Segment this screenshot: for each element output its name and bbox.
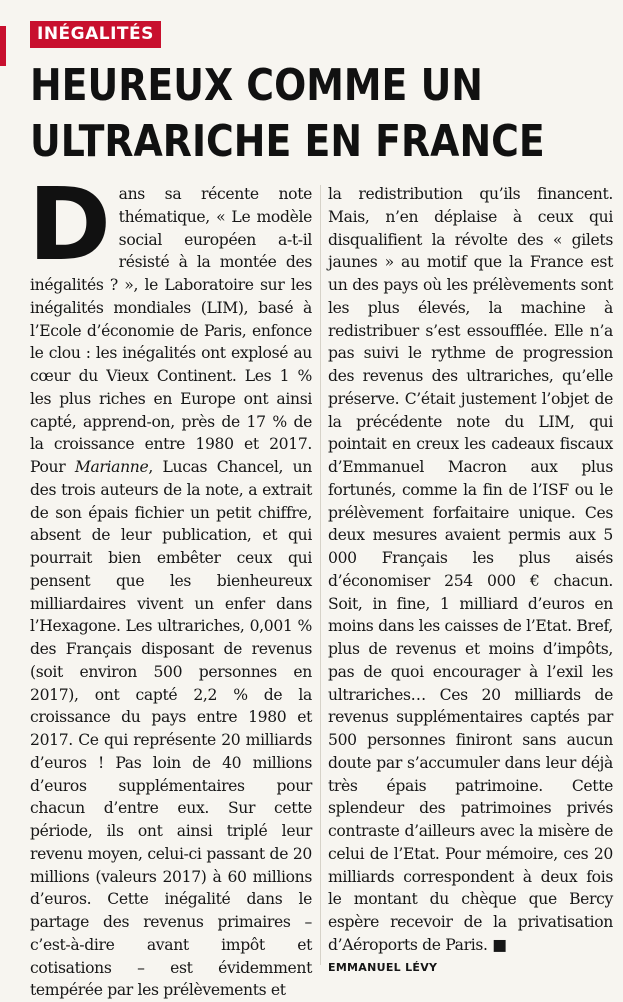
left-text-intro: ans sa récente note thématique, « Le modèle social européen a-t-il résisté à la montée des inégalités ? », le Laboratoire sur les inégalités mondiales (LIM), basé à l’Ecole d’économie de Paris, enfonce le clou : les inégalités ont explosé au cœur du Vieux Continent. Les 1 % les plus riches en Europe ont ainsi capté, apprend-on, près de 17 % de la croissance entre 1980 et 2017. Pour (30, 185, 312, 476)
end-mark-icon: ■ (492, 935, 507, 954)
left-text-rest: , Lucas Chancel, un des trois auteurs de la note, a extrait de son épais fichier un petit chiffre, absent de leur publication, et qui pourrait bien embêter ceux qui pensent que les bienheureux milliardaires vivent un enfer dans l’Hexagone. Les ultrariches, 0,001 % des Français disposant de revenus (soit environ 500 personnes en 2017), ont capté 2,2 % de la croissance du pays entre 1980 et 2017. Ce qui représente 20 milliards d’euros ! Pas loin de 40 millions d’euros supplémentaires pour chacun d’entre eux. Sur cette période, ils ont ainsi triplé leur revenu moyen, celui-ci passant de 20 millions (valeurs 2017) à 60 millions d’euros. Cette inégalité dans le partage des revenus primaires – c’est-à-dire avant impôt et cotisations – est évidemment tempérée par les prélèvements et (30, 458, 313, 1000)
article-paragraph-right (328, 183, 613, 957)
column-divider (320, 185, 321, 965)
accent-mark (0, 26, 6, 66)
headline-line-1: HEUREUX COMME UN (30, 60, 483, 111)
article-paragraph-left (28, 166, 313, 1002)
section-label: INÉGALITÉS (30, 21, 161, 48)
author-byline: EMMANUEL LÉVY (328, 960, 438, 974)
article-column-right (328, 183, 613, 977)
article-column-left (28, 166, 313, 1002)
headline (30, 58, 545, 170)
drop-cap: D (28, 166, 111, 283)
right-text: la redistribution qu’ils financent. Mais, n’en déplaise à ceux qui disqualifient la révolte des « gilets jaunes » au motif que la France est un des pays où les prélèvements sont les plus élevés, la machine à redistribuer s’est essoufflée. Elle n’a pas suivi le rythme de progression des revenus des ultrariches, qu’elle préserve. C’était justement l’objet de la précédente note du LIM, qui pointait en creux les cadeaux fiscaux d’Emmanuel Macron aux plus fortunés, comme la fin de l’ISF ou le prélèvement forfaitaire unique. Ces deux mesures avaient permis aux 5 000 Français les plus aisés d’économiser 254 000 € chacun. Soit, in fine, 1 milliard d’euros en moins dans les caisses de l’Etat. Bref, plus de revenus et moins d’impôts, pas de quoi encourager à l’exil les ultrariches… Ces 20 milliards de revenus supplémentaires captés par 500 personnes finiront sans aucun doute par s’accumuler dans leur déjà très épais patrimoine. Cette splendeur des patrimoines privés contraste d’ailleurs avec la misère de celui de l’Etat. Pour mémoire, ces 20 milliards correspondent à deux fois le montant du chèque que Bercy espère recevoir de la privatisation d’Aéroports de Paris. (328, 185, 613, 954)
headline-line-2: ULTRARICHE EN FRANCE (30, 116, 545, 167)
publication-name: Marianne (74, 458, 149, 476)
